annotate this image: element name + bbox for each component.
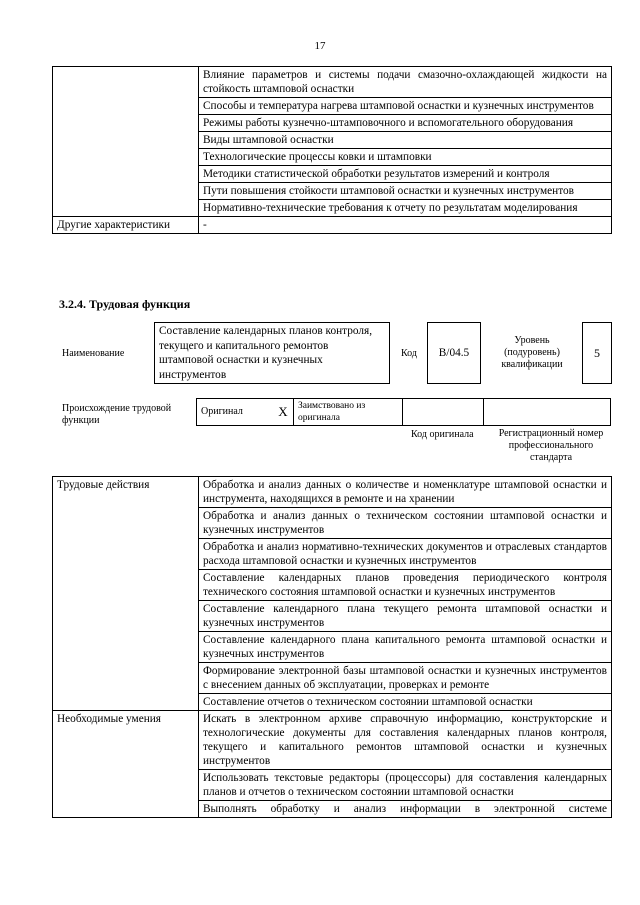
page-number: 17 [314,40,326,52]
action-item: Составление календарных планов проведения периодического контроля технического состояния штамповой оснастки и кузнечных инструментов [199,570,612,601]
action-item: Составление календарного плана текущего ремонта штамповой оснастки и кузнечных инструментов [199,601,612,632]
origin-code-label: Код оригинала [411,429,474,440]
empty-label-cell [53,67,199,217]
actions-label: Трудовые действия [53,477,199,711]
origin-label: Происхождение трудовой функции [62,403,172,426]
code-value-box: B/04.5 [427,322,481,384]
function-name-box: Составление календарных планов контроля, текущего и капитального ремонтов штамповой оснастки и кузнечных инструментов [154,322,390,384]
table-row [197,399,611,426]
skill-item: Выполнять обработку и анализ информации в электронной системе [199,801,612,818]
table-cell: Методики статистической обработки результатов измерений и контроля [199,166,612,183]
action-item: Обработка и анализ данных о техническом состоянии штамповой оснастки и кузнечных инструментов [199,508,612,539]
action-item: Обработка и анализ нормативно-технических документов и отраслевых стандартов расхода штамповой оснастки и кузнечных инструментов [199,539,612,570]
table-cell: Технологические процессы ковки и штамповки [199,149,612,166]
qualification-level-box: 5 [582,322,612,384]
qualification-level-label: Уровень (подуровень) квалификации [501,335,563,370]
origin-code-cell [403,399,484,426]
action-item: Обработка и анализ данных о количестве и номенклатуре штамповой оснастки и инструмента, находящихся в ремонте и на хранении [199,477,612,508]
knowledge-table [52,66,612,234]
function-details-table [52,476,612,818]
table-cell: Виды штамповой оснастки [199,132,612,149]
skills-label: Необходимые умения [53,711,199,818]
table-cell: Режимы работы кузнечно-штамповочного и вспомогательного оборудования [199,115,612,132]
original-label: Оригинал [197,399,274,426]
other-characteristics-label: Другие характеристики [53,217,199,234]
table-row [53,477,612,508]
other-characteristics-value: - [199,217,612,234]
action-item: Формирование электронной базы штамповой оснастки и кузнечных инструментов с внесением данных об эксплуатации, проверках и ремонте [199,663,612,694]
table-cell: Влияние параметров и системы подачи смазочно-охлаждающей жидкости на стойкость штамповой оснастки [199,67,612,98]
code-label: Код [401,348,417,359]
action-item: Составление календарного плана капитального ремонта штамповой оснастки и кузнечных инструментов [199,632,612,663]
table-cell: Способы и температура нагрева штамповой оснастки и кузнечных инструментов [199,98,612,115]
skill-item: Искать в электронном архиве справочную информацию, конструкторские и технологические документы для составления календарных планов контроля, текущего и капитального ремонтов штамповой оснастки и кузнечных инструментов [199,711,612,770]
action-item: Составление отчетов о техническом состоянии штамповой оснастки [199,694,612,711]
skill-item: Использовать текстовые редакторы (процессоры) для составления календарных планов и отчетов о техническом состоянии штамповой оснастки [199,770,612,801]
table-row [53,217,612,234]
table-cell: Нормативно-технические требования к отчету по результатам моделирования [199,200,612,217]
origin-table [196,398,611,426]
borrowed-label: Заимствовано из оригинала [294,399,403,426]
section-title: 3.2.4. Трудовая функция [59,297,191,311]
table-row [53,711,612,770]
table-row [53,67,612,98]
original-mark: X [273,399,294,426]
table-cell: Пути повышения стойкости штамповой оснастки и кузнечных инструментов [199,183,612,200]
reg-number-label: Регистрационный номер профессионального стандарта [498,428,604,463]
name-label: Наименование [62,348,125,359]
reg-number-cell [484,399,611,426]
